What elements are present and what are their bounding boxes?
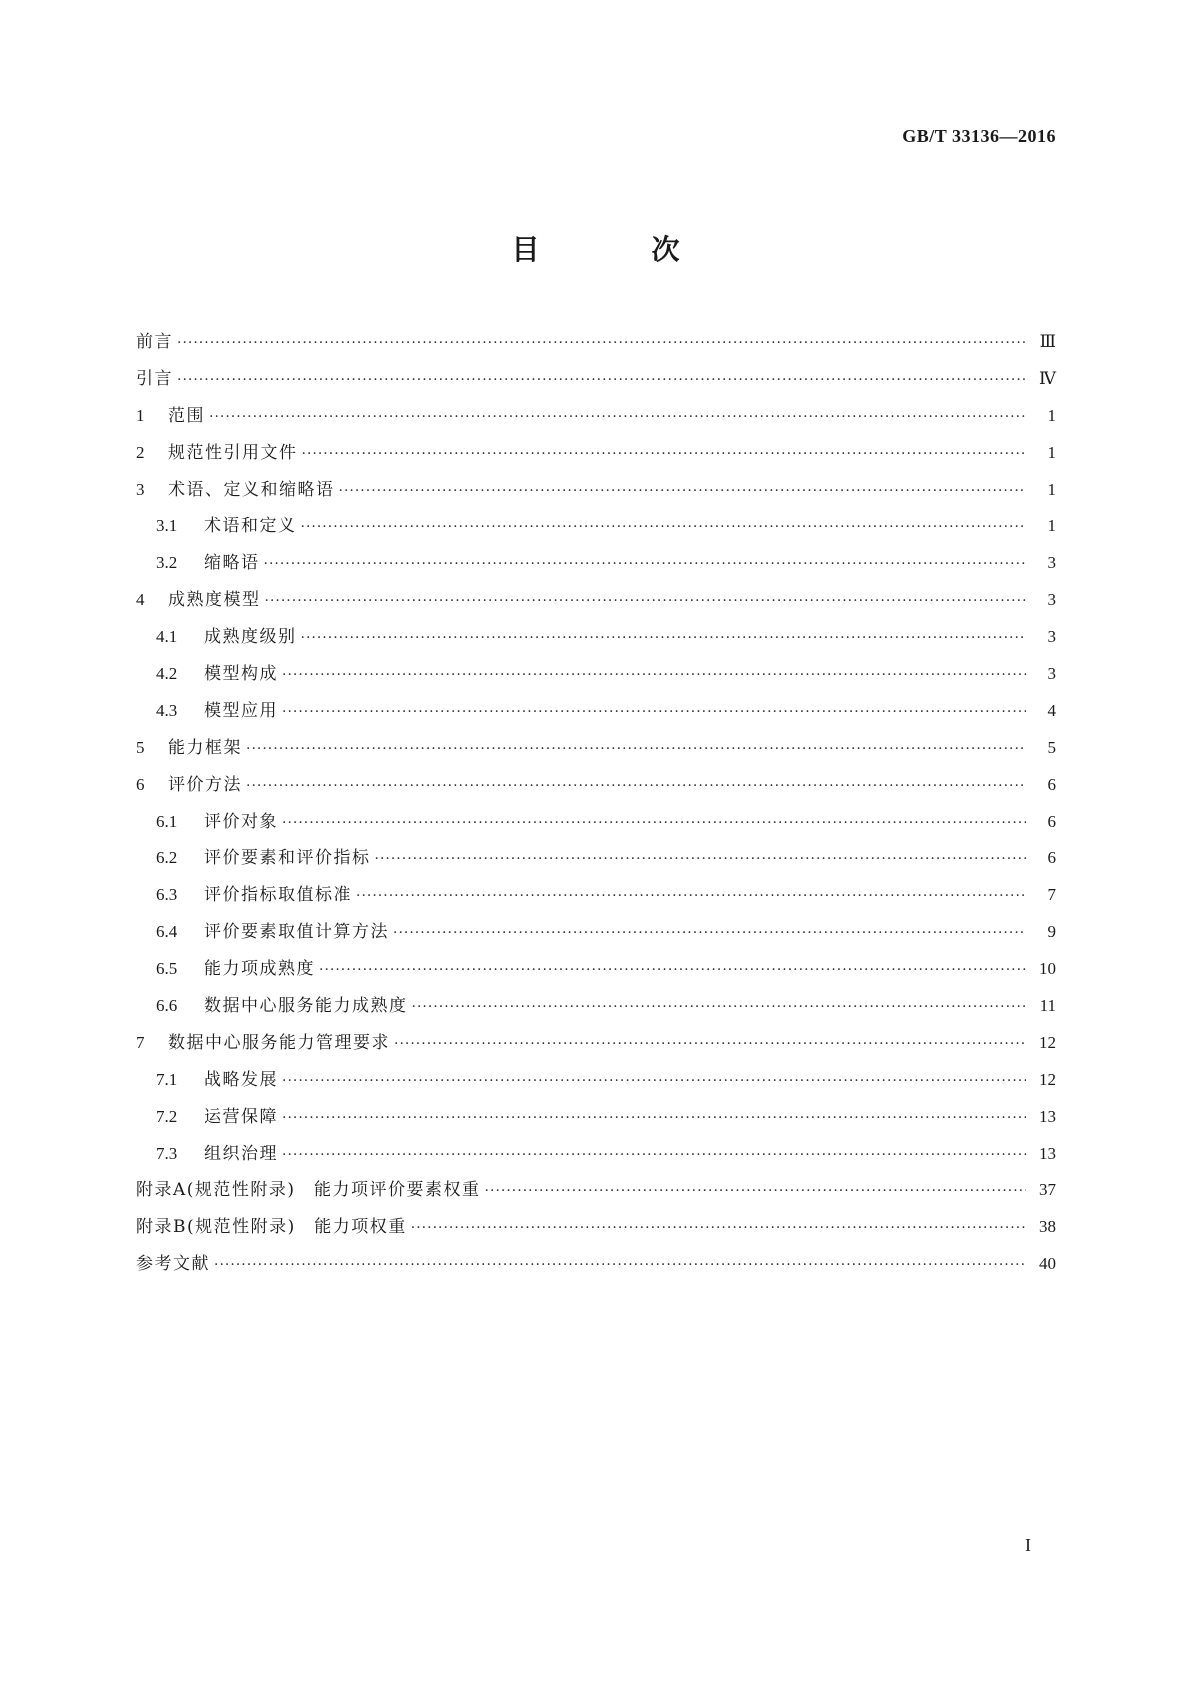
dot-leader xyxy=(282,805,1026,842)
toc-entry-label: 评价指标取值标准 xyxy=(204,885,352,906)
toc-entry-page: 3 xyxy=(1047,590,1056,610)
toc-entry[interactable] xyxy=(136,988,1056,1025)
dot-leader xyxy=(375,841,1027,878)
toc-entry[interactable] xyxy=(136,398,1056,435)
toc-entry-label: 成熟度模型 xyxy=(168,590,261,611)
dot-leader xyxy=(412,989,1027,1026)
toc-entry-page: 3 xyxy=(1047,664,1056,684)
toc-entry-page: 3 xyxy=(1047,627,1056,647)
toc-entry-label: 数据中心服务能力管理要求 xyxy=(168,1032,390,1053)
dot-leader xyxy=(485,1173,1026,1210)
page-title: 目 次 xyxy=(511,233,722,266)
toc-entry[interactable] xyxy=(136,767,1056,804)
toc-entry-page: 7 xyxy=(1047,885,1056,905)
dot-leader xyxy=(246,731,1026,768)
table-of-contents xyxy=(136,324,1056,1283)
dot-leader xyxy=(265,583,1027,620)
dot-leader xyxy=(301,509,1027,546)
toc-entry-page: 38 xyxy=(1039,1217,1056,1237)
toc-entry[interactable] xyxy=(136,877,1056,914)
toc-entry-number: 6.3 xyxy=(156,885,178,905)
toc-entry[interactable] xyxy=(136,1209,1056,1246)
toc-entry[interactable] xyxy=(136,656,1056,693)
toc-entry-label: 运营保障 xyxy=(204,1106,278,1127)
dot-leader xyxy=(282,657,1026,694)
toc-entry-page: 3 xyxy=(1047,553,1056,573)
toc-entry-number: 6.5 xyxy=(156,959,178,979)
dot-leader xyxy=(301,620,1027,657)
toc-entry-page: 1 xyxy=(1047,516,1056,536)
toc-entry-number: 6.2 xyxy=(156,848,178,868)
toc-entry[interactable] xyxy=(136,361,1056,398)
dot-leader xyxy=(177,362,1026,399)
standard-code: GB/T 33136—2016 xyxy=(902,126,1056,146)
toc-entry-number: 7.1 xyxy=(156,1069,178,1089)
toc-entry[interactable] xyxy=(136,435,1056,472)
toc-entry-number: 6 xyxy=(136,774,145,794)
toc-entry-label: 术语和定义 xyxy=(204,516,297,537)
toc-entry-label: 战略发展 xyxy=(204,1069,278,1090)
toc-entry-label: 模型应用 xyxy=(204,700,278,721)
dot-leader xyxy=(302,436,1027,473)
dot-leader xyxy=(282,1137,1026,1174)
toc-entry-number: 3.1 xyxy=(156,516,178,536)
toc-entry-label: 术语、定义和缩略语 xyxy=(168,479,335,500)
toc-entry-page: 1 xyxy=(1047,442,1056,462)
toc-entry-number: 4.2 xyxy=(156,664,178,684)
toc-entry-page: 10 xyxy=(1039,959,1056,979)
toc-entry-label: 参考文献 xyxy=(136,1254,210,1275)
toc-entry-label: 能力框架 xyxy=(168,737,242,758)
dot-leader xyxy=(339,473,1027,510)
dot-leader xyxy=(282,1063,1026,1100)
toc-entry-label: 前言 xyxy=(136,332,173,352)
toc-entry[interactable] xyxy=(136,693,1056,730)
toc-entry-label: 评价对象 xyxy=(204,811,278,832)
toc-entry[interactable] xyxy=(136,1136,1056,1173)
toc-entry-label: 模型构成 xyxy=(204,664,278,685)
toc-entry-page: 11 xyxy=(1039,996,1056,1016)
toc-entry[interactable] xyxy=(136,472,1056,509)
toc-entry-page: 13 xyxy=(1039,1143,1056,1163)
toc-entry-page: 37 xyxy=(1039,1180,1056,1200)
toc-entry-number: 6.4 xyxy=(156,922,178,942)
toc-entry-label: 评价方法 xyxy=(168,774,242,795)
dot-leader xyxy=(394,1026,1026,1063)
toc-entry-page: 6 xyxy=(1047,848,1056,868)
toc-entry-label: 范围 xyxy=(168,405,205,426)
toc-entry[interactable] xyxy=(136,508,1056,545)
toc-entry[interactable] xyxy=(136,1099,1056,1136)
toc-entry-label: 缩略语 xyxy=(204,553,260,574)
toc-entry-number: 5 xyxy=(136,737,145,757)
toc-entry-page: 12 xyxy=(1039,1069,1056,1089)
toc-entry-page: 1 xyxy=(1047,405,1056,425)
dot-leader xyxy=(319,952,1026,989)
toc-entry[interactable] xyxy=(136,730,1056,767)
dot-leader xyxy=(264,546,1027,583)
dot-leader xyxy=(411,1210,1026,1247)
toc-entry-number: 6.6 xyxy=(156,996,178,1016)
toc-entry-page: 4 xyxy=(1047,700,1056,720)
toc-entry[interactable] xyxy=(136,582,1056,619)
toc-entry-label: 引言 xyxy=(136,368,173,389)
dot-leader xyxy=(177,325,1026,362)
toc-entry-page: Ⅲ xyxy=(1039,332,1056,351)
toc-entry[interactable] xyxy=(136,951,1056,988)
dot-leader xyxy=(209,399,1026,436)
toc-entry-label: 组织治理 xyxy=(204,1143,278,1164)
dot-leader xyxy=(246,768,1026,805)
toc-entry[interactable] xyxy=(136,1246,1056,1283)
dot-leader xyxy=(282,694,1026,731)
dot-leader xyxy=(356,878,1026,915)
dot-leader xyxy=(282,1100,1026,1137)
toc-entry-number: 7.3 xyxy=(156,1143,178,1163)
toc-entry-label: 评价要素取值计算方法 xyxy=(204,922,389,943)
toc-entry-number: 1 xyxy=(136,405,145,425)
page-number: I xyxy=(1025,1535,1031,1555)
toc-entry-label: 评价要素和评价指标 xyxy=(204,848,371,869)
toc-entry-number: 7.2 xyxy=(156,1106,178,1126)
toc-entry-label: 数据中心服务能力成熟度 xyxy=(204,996,408,1017)
toc-entry-number: 7 xyxy=(136,1032,145,1052)
toc-entry-label: 附录A(规范性附录) 能力项评价要素权重 xyxy=(136,1180,481,1201)
toc-entry-number: 3.2 xyxy=(156,553,178,573)
toc-entry[interactable] xyxy=(136,1062,1056,1099)
dot-leader xyxy=(393,915,1026,952)
toc-entry[interactable] xyxy=(136,840,1056,877)
toc-entry-number: 6.1 xyxy=(156,811,178,831)
toc-entry-label: 规范性引用文件 xyxy=(168,442,298,463)
toc-entry[interactable] xyxy=(136,804,1056,841)
toc-entry[interactable] xyxy=(136,1172,1056,1209)
toc-entry[interactable] xyxy=(136,324,1056,361)
toc-entry-page: 1 xyxy=(1047,479,1056,499)
toc-entry-number: 4 xyxy=(136,590,145,610)
toc-entry[interactable] xyxy=(136,914,1056,951)
toc-entry-page: 40 xyxy=(1039,1254,1056,1274)
toc-entry-number: 2 xyxy=(136,442,145,462)
toc-entry-label: 能力项成熟度 xyxy=(204,959,315,980)
toc-entry-page: Ⅳ xyxy=(1039,368,1056,388)
toc-entry-number: 4.1 xyxy=(156,627,178,647)
toc-entry-page: 6 xyxy=(1047,774,1056,794)
toc-entry-page: 12 xyxy=(1039,1032,1056,1052)
toc-entry[interactable] xyxy=(136,619,1056,656)
toc-entry-page: 9 xyxy=(1047,922,1056,942)
toc-entry-label: 附录B(规范性附录) 能力项权重 xyxy=(136,1217,407,1238)
toc-entry[interactable] xyxy=(136,545,1056,582)
toc-entry-label: 成熟度级别 xyxy=(204,627,297,648)
toc-entry-number: 4.3 xyxy=(156,700,178,720)
toc-entry[interactable] xyxy=(136,1025,1056,1062)
toc-entry-page: 6 xyxy=(1047,811,1056,831)
dot-leader xyxy=(214,1247,1026,1284)
toc-entry-page: 5 xyxy=(1047,737,1056,757)
toc-entry-number: 3 xyxy=(136,479,145,499)
toc-entry-page: 13 xyxy=(1039,1106,1056,1126)
